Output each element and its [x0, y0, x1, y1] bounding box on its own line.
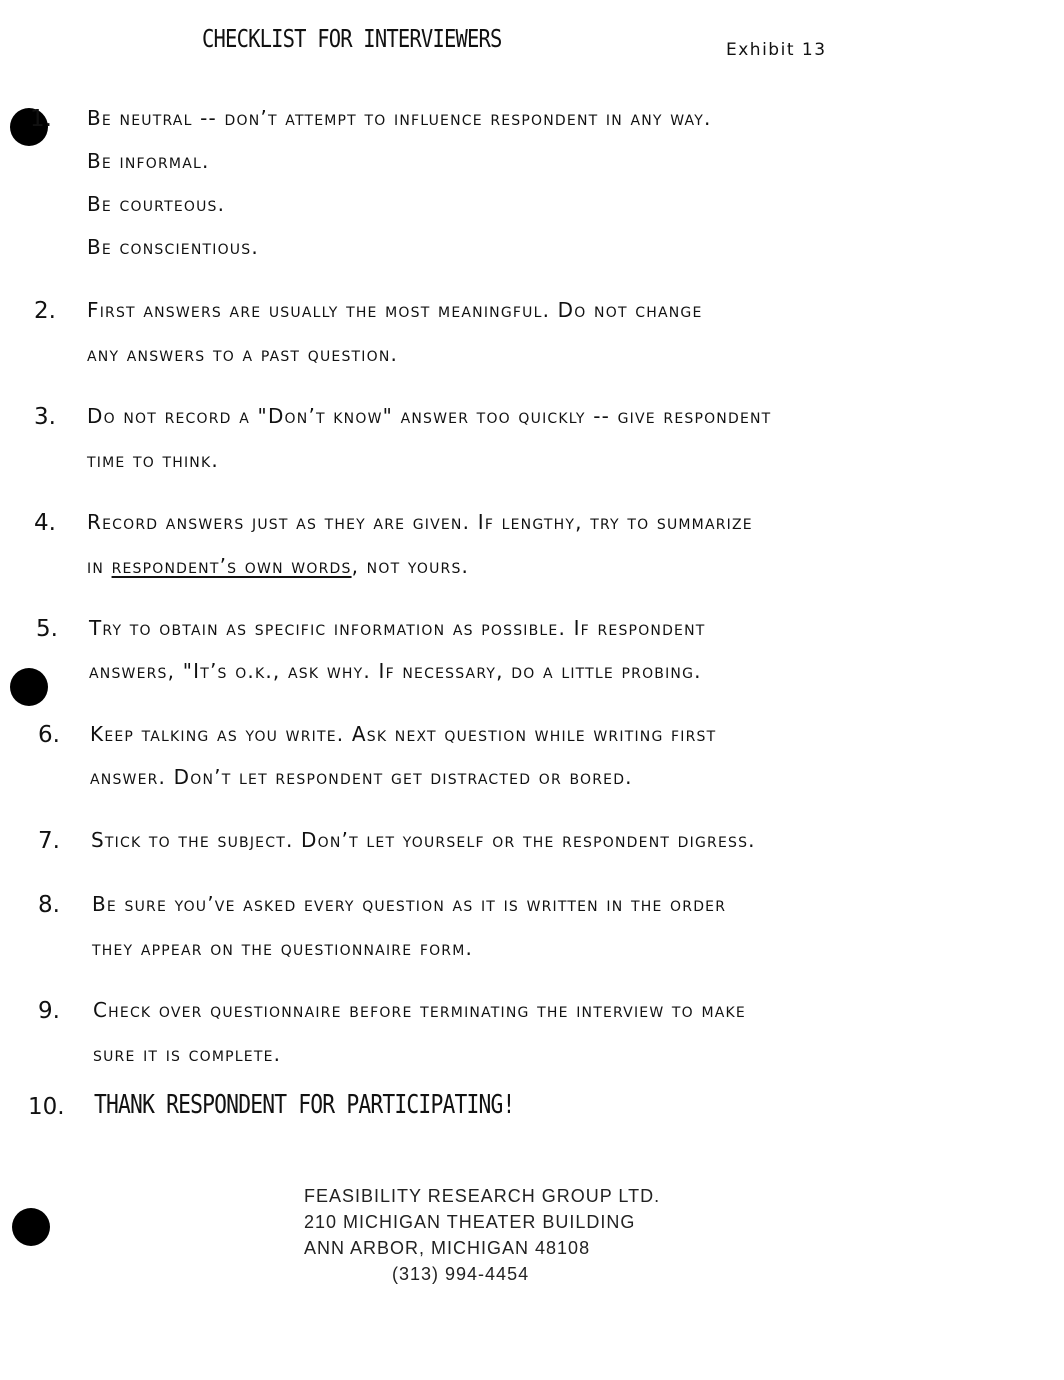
document-title: CHECKLIST FOR INTERVIEWERS [202, 24, 502, 53]
item-line: they appear on the questionnaire form. [92, 936, 474, 960]
item-number: 10. [28, 1094, 65, 1120]
item-number: 7. [38, 828, 60, 854]
item-number: 2. [34, 298, 56, 324]
item-line: answers, "It’s o.k., ask why. If necessary, do a little probing. [89, 659, 702, 683]
item-number: 6. [38, 722, 60, 748]
item-line: Be courteous. [87, 192, 226, 216]
item-number: 1. [30, 106, 52, 132]
item-line: Be sure you’ve asked every question as it is written in the order [92, 892, 727, 916]
item-line: Stick to the subject. Don’t let yourself or the respondent digress. [91, 828, 756, 852]
footer-city: ANN ARBOR, MICHIGAN 48108 [304, 1238, 591, 1258]
item-number: 4. [34, 510, 56, 536]
item-line: any answers to a past question. [87, 342, 399, 366]
item-line-pre: in [87, 554, 112, 578]
item-line: Be informal. [87, 149, 210, 173]
punch-hole-middle [10, 668, 48, 706]
item-number: 5. [36, 616, 58, 642]
item-number: 9. [38, 998, 60, 1024]
punch-hole-bottom [12, 1208, 50, 1246]
item-line-post: , not yours. [351, 554, 470, 578]
footer-phone: (313) 994-4454 [392, 1264, 530, 1284]
item-line: time to think. [87, 448, 219, 472]
item-line [87, 554, 469, 578]
item-number: 8. [38, 892, 60, 918]
item-line: Try to obtain as specific information as possible. If respondent [89, 616, 706, 640]
exhibit-label: Exhibit 13 [726, 40, 827, 60]
item-line: Be neutral -- don’t attempt to influence respondent in any way. [87, 106, 712, 130]
item-line: answer. Don’t let respondent get distracted or bored. [90, 765, 633, 789]
item-line: First answers are usually the most meaningful. Do not change [87, 298, 703, 322]
item-line: sure it is complete. [93, 1042, 282, 1066]
item-line: Be conscientious. [87, 235, 259, 259]
footer-address: 210 MICHIGAN THEATER BUILDING [304, 1212, 636, 1232]
underlined-phrase: respondent’s own words [111, 554, 352, 578]
footer-company: FEASIBILITY RESEARCH GROUP LTD. [304, 1186, 661, 1206]
item-line: Check over questionnaire before terminating the interview to make [93, 998, 746, 1022]
item-number: 3. [34, 404, 56, 430]
item-line: Keep talking as you write. Ask next question while writing first [90, 722, 717, 746]
item-line: Do not record a "Don’t know" answer too quickly -- give respondent [87, 404, 772, 428]
item-line: Record answers just as they are given. If lengthy, try to summarize [87, 510, 753, 534]
item-line: THANK RESPONDENT FOR PARTICIPATING! [94, 1090, 515, 1120]
